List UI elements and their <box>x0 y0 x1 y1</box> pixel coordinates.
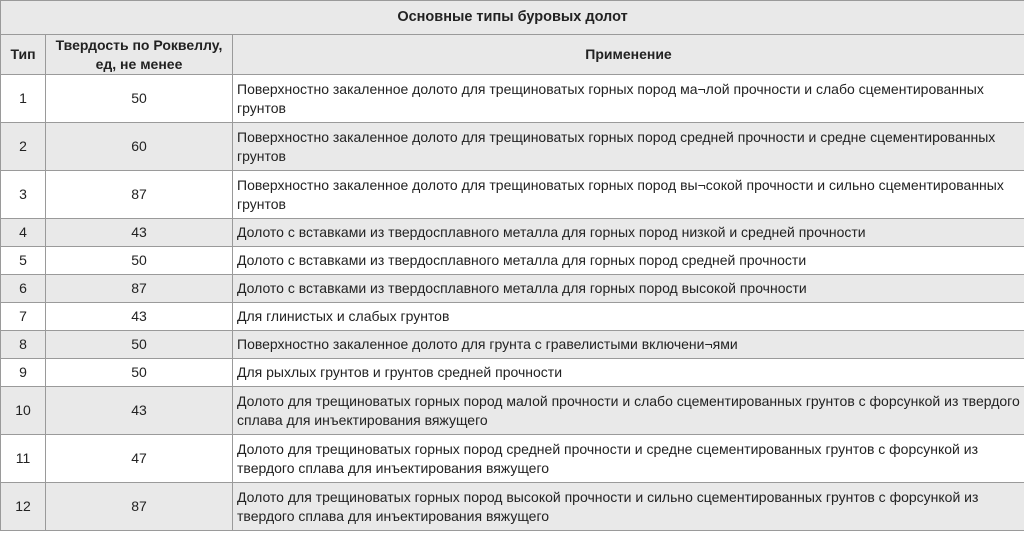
table-title: Основные типы буровых долот <box>1 1 1024 35</box>
column-header-type: Тип <box>1 35 46 75</box>
cell-hardness: 50 <box>46 359 233 387</box>
table-row <box>1 435 1024 483</box>
table-row <box>1 331 1024 359</box>
table-row <box>1 171 1024 219</box>
table-row <box>1 483 1024 531</box>
cell-application: Для рыхлых грунтов и грунтов средней прочности <box>233 359 1024 387</box>
cell-application: Поверхностно закаленное долото для трещиноватых горных пород средней прочности и средне сцементированных грунтов <box>233 123 1024 171</box>
table-row <box>1 123 1024 171</box>
cell-application: Для глинистых и слабых грунтов <box>233 303 1024 331</box>
table-row <box>1 219 1024 247</box>
cell-hardness: 47 <box>46 435 233 483</box>
cell-application: Долото для трещиноватых горных пород средней прочности и средне сцементированных грунтов с форсункой из твердого сплава для инъектирования вяжущего <box>233 435 1024 483</box>
column-header-application: Применение <box>233 35 1024 75</box>
cell-application: Поверхностно закаленное долото для трещиноватых горных пород вы¬сокой прочности и сильно сцементированных грунтов <box>233 171 1024 219</box>
cell-hardness: 60 <box>46 123 233 171</box>
cell-hardness: 87 <box>46 275 233 303</box>
table-row <box>1 275 1024 303</box>
cell-application: Поверхностно закаленное долото для трещиноватых горных пород ма¬лой прочности и слабо сцементированных грунтов <box>233 75 1024 123</box>
table-row <box>1 75 1024 123</box>
cell-application: Долото для трещиноватых горных пород малой прочности и слабо сцементированных грунтов с форсункой из твердого сплава для инъектирования вяжущего <box>233 387 1024 435</box>
cell-type: 1 <box>1 75 46 123</box>
cell-type: 11 <box>1 435 46 483</box>
table-row <box>1 303 1024 331</box>
cell-application: Долото с вставками из твердосплавного металла для горных пород высокой прочности <box>233 275 1024 303</box>
cell-type: 10 <box>1 387 46 435</box>
cell-type: 5 <box>1 247 46 275</box>
cell-hardness: 50 <box>46 247 233 275</box>
cell-hardness: 43 <box>46 303 233 331</box>
column-header-hardness: Твердость по Роквеллу, ед, не менее <box>46 35 233 75</box>
cell-type: 12 <box>1 483 46 531</box>
cell-hardness: 43 <box>46 219 233 247</box>
cell-application: Долото с вставками из твердосплавного металла для горных пород низкой и средней прочности <box>233 219 1024 247</box>
cell-hardness: 50 <box>46 75 233 123</box>
cell-hardness: 50 <box>46 331 233 359</box>
cell-type: 8 <box>1 331 46 359</box>
cell-type: 2 <box>1 123 46 171</box>
cell-hardness: 87 <box>46 483 233 531</box>
cell-type: 6 <box>1 275 46 303</box>
cell-application: Поверхностно закаленное долото для грунта с гравелистыми включени¬ями <box>233 331 1024 359</box>
cell-type: 9 <box>1 359 46 387</box>
cell-application: Долото с вставками из твердосплавного металла для горных пород средней прочности <box>233 247 1024 275</box>
cell-hardness: 43 <box>46 387 233 435</box>
cell-hardness: 87 <box>46 171 233 219</box>
table-row <box>1 359 1024 387</box>
table-row <box>1 247 1024 275</box>
cell-type: 7 <box>1 303 46 331</box>
cell-application: Долото для трещиноватых горных пород высокой прочности и сильно сцементированных грунтов с форсункой из твердого сплава для инъектирования вяжущего <box>233 483 1024 531</box>
cell-type: 4 <box>1 219 46 247</box>
cell-type: 3 <box>1 171 46 219</box>
table-row <box>1 387 1024 435</box>
